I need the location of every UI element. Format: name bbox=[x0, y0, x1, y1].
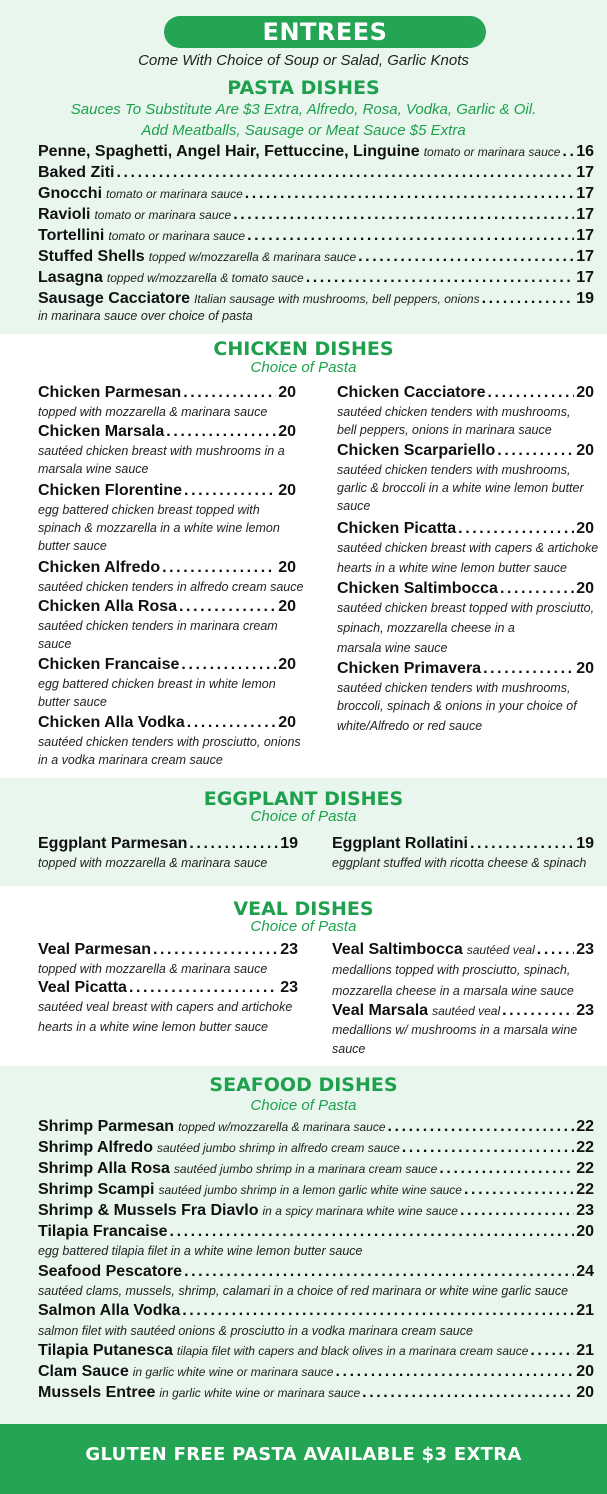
item-desc-line: sautéed veal breast with capers and artichoke bbox=[38, 1000, 293, 1014]
dot-leader bbox=[181, 656, 276, 674]
item-desc-line: sautéed chicken tenders in marinara cream bbox=[38, 619, 278, 633]
item-desc-line: eggplant stuffed with ricotta cheese & spinach bbox=[332, 856, 587, 870]
item-desc-line: salmon filet with sautéed onions & prosciutto in a vodka marinara cream sauce bbox=[38, 1324, 473, 1338]
item-desc: sautéed veal bbox=[432, 1004, 501, 1018]
pasta-note-1: Sauces To Substitute Are $3 Extra, Alfredo, Rosa, Vodka, Garlic & Oil. bbox=[70, 101, 537, 118]
dot-leader bbox=[530, 1342, 574, 1360]
item-price: 24 bbox=[576, 1263, 594, 1280]
item-name: Chicken Alfredo bbox=[38, 559, 161, 576]
dot-leader bbox=[184, 1263, 574, 1281]
item-desc-line: marsala wine sauce bbox=[337, 641, 448, 655]
item-price: 20 bbox=[278, 423, 296, 440]
item-price: 17 bbox=[576, 185, 594, 202]
item-desc: tilapia filet with capers and black olives in a marinara cream sauce bbox=[176, 1344, 529, 1358]
item-desc-line: sautéed chicken breast topped with prosciutto, bbox=[337, 601, 595, 615]
menu-item bbox=[38, 979, 298, 997]
entrees-title: ENTREES bbox=[164, 16, 486, 48]
menu-item bbox=[38, 164, 594, 182]
dot-leader bbox=[402, 1139, 574, 1157]
dot-leader bbox=[562, 143, 574, 161]
item-desc-line: hearts in a white wine lemon butter sauce bbox=[38, 1020, 268, 1034]
dot-leader bbox=[306, 269, 575, 287]
menu-item bbox=[38, 1118, 594, 1136]
dot-leader bbox=[182, 1302, 574, 1320]
menu-item bbox=[38, 1160, 594, 1178]
item-desc-line: sauce bbox=[38, 637, 72, 651]
item-desc: Italian sausage with mushrooms, bell peppers, onions bbox=[194, 292, 480, 306]
item-name: Shrimp & Mussels Fra Diavlo bbox=[38, 1202, 259, 1219]
menu-item bbox=[337, 660, 594, 678]
item-name: Chicken Primavera bbox=[337, 660, 482, 677]
item-name: Chicken Picatta bbox=[337, 520, 457, 537]
item-desc: tomato or marinara sauce bbox=[94, 208, 232, 222]
dot-leader bbox=[187, 714, 276, 732]
item-name: Tilapia Francaise bbox=[38, 1223, 168, 1240]
item-desc-line: egg battered chicken breast in white lemon bbox=[38, 677, 276, 691]
item-desc-line: sautéed chicken tenders with mushrooms, bbox=[337, 405, 571, 419]
item-desc: tomato or marinara sauce bbox=[423, 145, 561, 159]
item-desc-line: hearts in a white wine lemon butter sauce bbox=[337, 561, 567, 575]
item-desc-line: sautéed chicken tenders with prosciutto, onions bbox=[38, 735, 301, 749]
item-price: 23 bbox=[576, 1002, 594, 1019]
item-name: Gnocchi bbox=[38, 185, 103, 202]
item-name: Eggplant Rollatini bbox=[332, 835, 468, 852]
item-desc-line: medallions w/ mushrooms in a marsala wine bbox=[332, 1023, 578, 1037]
menu-item bbox=[337, 520, 594, 538]
item-price: 20 bbox=[576, 442, 594, 459]
dot-leader bbox=[129, 979, 278, 997]
item-price: 20 bbox=[576, 1363, 594, 1380]
item-name: Chicken Francaise bbox=[38, 656, 180, 673]
dot-leader bbox=[162, 559, 276, 577]
item-price: 17 bbox=[576, 206, 594, 223]
item-desc-line: garlic & broccoli in a white wine lemon butter bbox=[337, 481, 584, 495]
item-name: Shrimp Parmesan bbox=[38, 1118, 175, 1135]
dot-leader bbox=[439, 1160, 574, 1178]
dot-leader bbox=[335, 1363, 574, 1381]
item-name: Tilapia Putanesca bbox=[38, 1342, 173, 1359]
item-price: 22 bbox=[576, 1139, 594, 1156]
item-name: Chicken Saltimbocca bbox=[337, 580, 498, 597]
item-price: 20 bbox=[576, 580, 594, 597]
dot-leader bbox=[189, 835, 278, 853]
item-desc-line: egg battered tilapia filet in a white wine lemon butter sauce bbox=[38, 1244, 363, 1258]
dot-leader bbox=[502, 1002, 574, 1020]
gluten-free-banner: GLUTEN FREE PASTA AVAILABLE $3 EXTRA bbox=[0, 1424, 607, 1494]
menu-item bbox=[38, 423, 296, 441]
menu-item bbox=[332, 941, 594, 959]
item-price: 17 bbox=[576, 227, 594, 244]
menu-item bbox=[38, 1342, 594, 1360]
item-price: 16 bbox=[576, 143, 594, 160]
dot-leader bbox=[116, 164, 574, 182]
item-desc-line: butter sauce bbox=[38, 539, 107, 553]
menu-item bbox=[38, 1302, 594, 1320]
dot-leader bbox=[184, 482, 276, 500]
item-name: Chicken Alla Rosa bbox=[38, 598, 178, 615]
menu-item bbox=[38, 143, 594, 161]
item-name: Eggplant Parmesan bbox=[38, 835, 188, 852]
seafood-subtitle: Choice of Pasta bbox=[250, 1097, 357, 1114]
dot-leader bbox=[183, 384, 276, 402]
dot-leader bbox=[470, 835, 574, 853]
dot-leader bbox=[233, 206, 574, 224]
dot-leader bbox=[488, 384, 575, 402]
pasta-note-2: Add Meatballs, Sausage or Meat Sauce $5 Extra bbox=[141, 122, 466, 139]
item-desc-line: sauce bbox=[332, 1042, 366, 1056]
item-price: 20 bbox=[576, 520, 594, 537]
dot-leader bbox=[166, 423, 276, 441]
menu-item bbox=[38, 941, 298, 959]
item-price: 20 bbox=[278, 384, 296, 401]
chicken-title: CHICKEN DISHES bbox=[213, 338, 394, 360]
item-desc-line: topped with mozzarella & marinara sauce bbox=[38, 856, 268, 870]
item-desc-line: sautéed chicken breast with mushrooms in a bbox=[38, 444, 285, 458]
item-price: 20 bbox=[576, 660, 594, 677]
item-name: Mussels Entree bbox=[38, 1384, 156, 1401]
item-name: Sausage Cacciatore bbox=[38, 290, 191, 307]
dot-leader bbox=[170, 1223, 575, 1241]
item-desc: tomato or marinara sauce bbox=[108, 229, 246, 243]
dot-leader bbox=[245, 185, 574, 203]
item-name: Veal Saltimbocca bbox=[332, 941, 463, 958]
item-name: Salmon Alla Vodka bbox=[38, 1302, 181, 1319]
item-name: Shrimp Alla Rosa bbox=[38, 1160, 170, 1177]
item-desc-line: mozzarella cheese in a marsala wine sauce bbox=[332, 984, 574, 998]
item-name: Clam Sauce bbox=[38, 1363, 129, 1380]
dot-leader bbox=[460, 1202, 574, 1220]
menu-item bbox=[38, 1202, 594, 1220]
item-desc: sautéed jumbo shrimp in a lemon garlic white wine sauce bbox=[158, 1183, 462, 1197]
item-desc-line: sautéed chicken tenders with mushrooms, bbox=[337, 463, 571, 477]
item-price: 20 bbox=[278, 656, 296, 673]
dot-leader bbox=[482, 290, 575, 308]
veal-title: VEAL DISHES bbox=[233, 898, 374, 920]
entrees-subtitle: Come With Choice of Soup or Salad, Garlic Knots bbox=[138, 52, 469, 69]
menu-item bbox=[332, 1002, 594, 1020]
item-desc-line: topped with mozzarella & marinara sauce bbox=[38, 962, 268, 976]
item-price: 22 bbox=[576, 1118, 594, 1135]
item-desc: sautéed veal bbox=[466, 943, 535, 957]
menu-item bbox=[337, 384, 594, 402]
veal-subtitle: Choice of Pasta bbox=[250, 918, 357, 935]
item-name: Baked Ziti bbox=[38, 164, 115, 181]
item-desc-line: spinach, mozzarella cheese in a bbox=[337, 621, 515, 635]
menu-item bbox=[332, 835, 594, 853]
item-price: 20 bbox=[576, 384, 594, 401]
item-price: 21 bbox=[576, 1342, 594, 1359]
item-price: 17 bbox=[576, 248, 594, 265]
item-price: 20 bbox=[278, 482, 296, 499]
eggplant-subtitle: Choice of Pasta bbox=[250, 808, 357, 825]
item-name: Chicken Alla Vodka bbox=[38, 714, 185, 731]
item-desc-line: sautéed clams, mussels, shrimp, calamari in a choice of red marinara or white wine garlic sauce bbox=[38, 1284, 569, 1298]
item-desc-line: spinach & mozzarella in a white wine lemon bbox=[38, 521, 280, 535]
menu-item bbox=[38, 598, 296, 616]
item-desc-line: butter sauce bbox=[38, 695, 107, 709]
item-desc-line: egg battered chicken breast topped with bbox=[38, 503, 260, 517]
item-desc: topped w/mozzarella & marinara sauce bbox=[178, 1120, 386, 1134]
dot-leader bbox=[153, 941, 278, 959]
pasta-title: PASTA DISHES bbox=[227, 77, 380, 99]
item-desc: in garlic white wine or marinara sauce bbox=[159, 1386, 361, 1400]
item-name: Veal Picatta bbox=[38, 979, 127, 996]
menu-item bbox=[38, 1223, 594, 1241]
item-name: Lasagna bbox=[38, 269, 103, 286]
menu-item bbox=[38, 714, 296, 732]
item-desc-line: marsala wine sauce bbox=[38, 462, 149, 476]
menu-item bbox=[38, 206, 594, 224]
menu-item bbox=[38, 656, 296, 674]
eggplant-title: EGGPLANT DISHES bbox=[203, 788, 404, 810]
item-name: Chicken Scarpariello bbox=[337, 442, 496, 459]
menu-item bbox=[337, 580, 594, 598]
item-desc: tomato or marinara sauce bbox=[106, 187, 243, 201]
item-price: 17 bbox=[576, 164, 594, 181]
dot-leader bbox=[497, 442, 574, 460]
item-name: Chicken Marsala bbox=[38, 423, 165, 440]
dot-leader bbox=[458, 520, 574, 538]
menu-item bbox=[38, 1139, 594, 1157]
item-desc-line: sautéed chicken tenders in alfredo cream sauce bbox=[38, 580, 304, 594]
menu-item bbox=[38, 1363, 594, 1381]
item-price: 17 bbox=[576, 269, 594, 286]
item-name: Chicken Cacciatore bbox=[337, 384, 486, 401]
dot-leader bbox=[179, 598, 276, 616]
item-name: Ravioli bbox=[38, 206, 91, 223]
item-price: 22 bbox=[576, 1181, 594, 1198]
item-desc-line: broccoli, spinach & onions in your choice of bbox=[337, 699, 577, 713]
dot-leader bbox=[362, 1384, 574, 1402]
item-price: 20 bbox=[278, 598, 296, 615]
item-price: 23 bbox=[280, 941, 298, 958]
item-name: Tortellini bbox=[38, 227, 105, 244]
item-desc: sautéed jumbo shrimp in alfredo cream sauce bbox=[156, 1141, 400, 1155]
dot-leader bbox=[537, 941, 574, 959]
menu-item bbox=[38, 1384, 594, 1402]
item-name: Shrimp Alfredo bbox=[38, 1139, 153, 1156]
item-price: 20 bbox=[278, 714, 296, 731]
item-price: 23 bbox=[576, 941, 594, 958]
item-desc-line: in marinara sauce over choice of pasta bbox=[38, 309, 253, 323]
dot-leader bbox=[500, 580, 574, 598]
menu-item bbox=[38, 482, 296, 500]
item-price: 23 bbox=[280, 979, 298, 996]
dot-leader bbox=[464, 1181, 574, 1199]
dot-leader bbox=[247, 227, 574, 245]
item-name: Veal Marsala bbox=[332, 1002, 429, 1019]
chicken-subtitle: Choice of Pasta bbox=[250, 359, 357, 376]
item-name: Seafood Pescatore bbox=[38, 1263, 183, 1280]
item-name: Shrimp Scampi bbox=[38, 1181, 155, 1198]
menu-item bbox=[38, 227, 594, 245]
item-price: 21 bbox=[576, 1302, 594, 1319]
dot-leader bbox=[358, 248, 574, 266]
menu-item bbox=[38, 290, 594, 308]
dot-leader bbox=[483, 660, 574, 678]
item-name: Stuffed Shells bbox=[38, 248, 145, 265]
item-desc-line: topped with mozzarella & marinara sauce bbox=[38, 405, 268, 419]
item-desc: sautéed jumbo shrimp in a marinara cream sauce bbox=[173, 1162, 438, 1176]
item-desc-line: in a vodka marinara cream sauce bbox=[38, 753, 223, 767]
item-price: 20 bbox=[576, 1384, 594, 1401]
item-desc-line: sautéed chicken tenders with mushrooms, bbox=[337, 681, 571, 695]
item-name: Penne, Spaghetti, Angel Hair, Fettuccine, Linguine bbox=[38, 143, 420, 160]
menu-item bbox=[38, 1263, 594, 1281]
item-price: 19 bbox=[280, 835, 298, 852]
item-name: Chicken Parmesan bbox=[38, 384, 182, 401]
item-price: 23 bbox=[576, 1202, 594, 1219]
seafood-title: SEAFOOD DISHES bbox=[209, 1074, 398, 1096]
item-desc: topped w/mozzarella & marinara sauce bbox=[148, 250, 357, 264]
item-desc-line: white/Alfredo or red sauce bbox=[337, 719, 483, 733]
item-price: 20 bbox=[278, 559, 296, 576]
menu-item bbox=[38, 248, 594, 266]
menu-item bbox=[38, 559, 296, 577]
item-name: Chicken Florentine bbox=[38, 482, 183, 499]
item-desc-line: sauce bbox=[337, 499, 371, 513]
item-name: Veal Parmesan bbox=[38, 941, 151, 958]
menu-item bbox=[337, 442, 594, 460]
item-desc: topped w/mozzarella & tomato sauce bbox=[106, 271, 304, 285]
item-price: 20 bbox=[576, 1223, 594, 1240]
menu-item bbox=[38, 384, 296, 402]
item-price: 19 bbox=[576, 835, 594, 852]
item-desc-line: sautéed chicken breast with capers & artichoke bbox=[337, 541, 599, 555]
item-desc-line: medallions topped with prosciutto, spinach, bbox=[332, 963, 571, 977]
item-desc-line: bell peppers, onions in marinara sauce bbox=[337, 423, 552, 437]
item-desc: in garlic white wine or marinara sauce bbox=[132, 1365, 334, 1379]
item-price: 22 bbox=[576, 1160, 594, 1177]
menu-item bbox=[38, 269, 594, 287]
menu-item bbox=[38, 835, 298, 853]
item-price: 19 bbox=[576, 290, 594, 307]
menu-item bbox=[38, 1181, 594, 1199]
item-desc: in a spicy marinara white wine sauce bbox=[262, 1204, 458, 1218]
dot-leader bbox=[388, 1118, 575, 1136]
menu-item bbox=[38, 185, 594, 203]
